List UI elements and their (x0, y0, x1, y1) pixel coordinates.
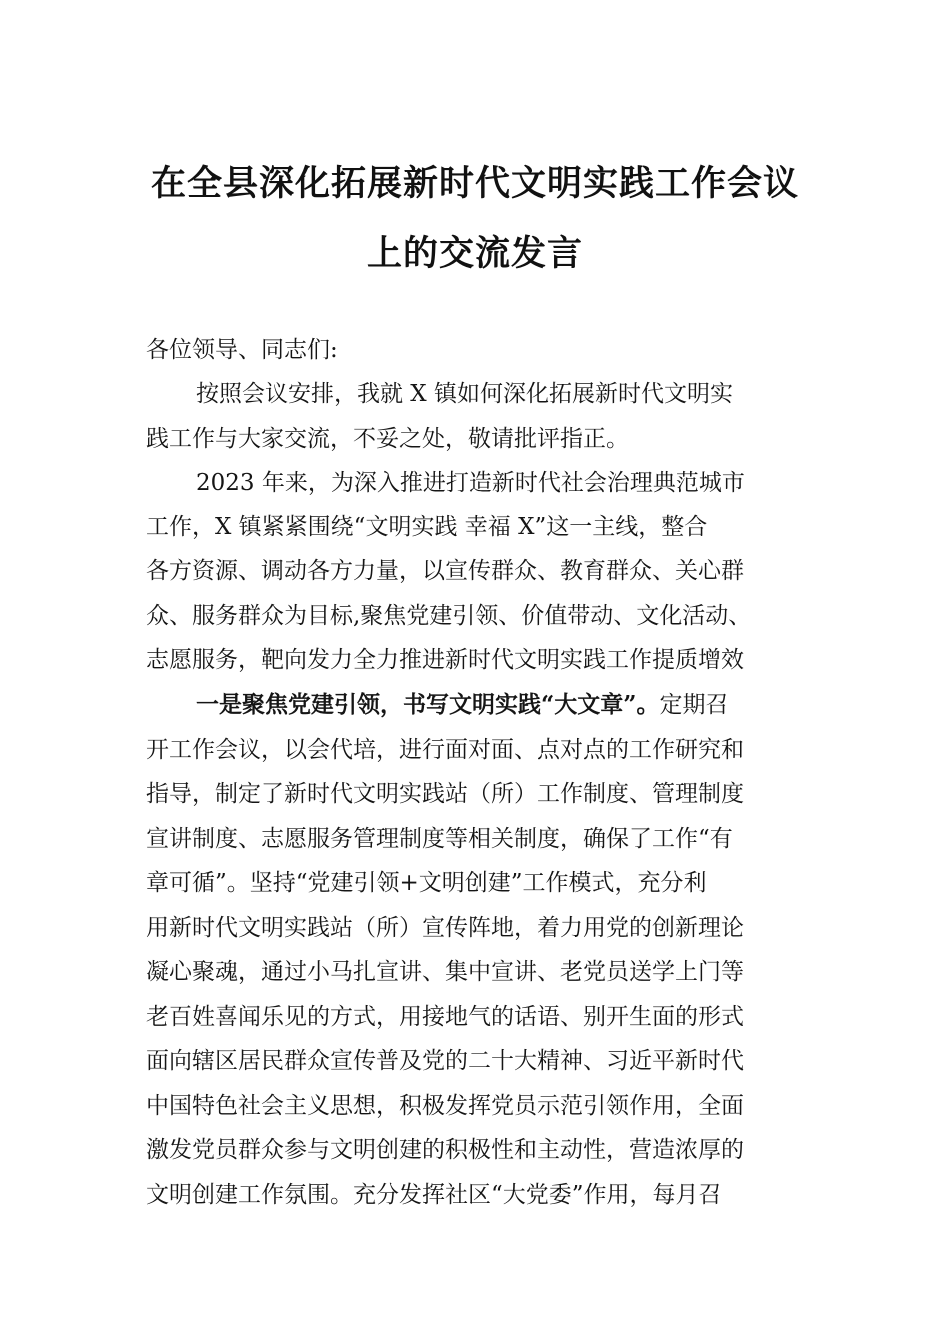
paragraph-line: 践工作与大家交流，不妥之处，敬请批评指正。 (146, 426, 629, 452)
paragraph-line: 中国特色社会主义思想，积极发挥党员示范引领作用，全面 (146, 1093, 744, 1119)
paragraph-line: 老百姓喜闻乐见的方式，用接地气的话语、别开生面的形式 (146, 1004, 744, 1030)
paragraph-line: 工作，X 镇紧紧围绕“文明实践 幸福 X”这一主线，整合 (146, 514, 708, 540)
paragraph-line: 众、服务群众为目标,聚焦党建引领、价值带动、文化活动、 (146, 603, 752, 629)
section-heading-tail: 定期召 (659, 692, 729, 718)
paragraph-line: 指导，制定了新时代文明实践站（所）工作制度、管理制度 (146, 781, 744, 807)
paragraph-line: 用新时代文明实践站（所）宣传阵地，着力用党的创新理论 (146, 915, 744, 941)
paragraph-line: 宣讲制度、志愿服务管理制度等相关制度，确保了工作“有 (146, 826, 733, 852)
paragraph-line: 文明创建工作氛围。充分发挥社区“大党委”作用，每月召 (146, 1182, 722, 1208)
salutation: 各位领导、同志们: (146, 337, 338, 363)
paragraph-line: 开工作会议，以会代培，进行面对面、点对点的工作研究和 (146, 737, 744, 763)
document-title-line-2: 上的交流发言 (366, 233, 583, 274)
paragraph-line-with-heading (196, 690, 816, 720)
document-title-line-1: 在全县深化拓展新时代文明实践工作会议 (150, 163, 799, 204)
paragraph-line: 志愿服务，靶向发力全力推进新时代文明实践工作提质增效 (146, 647, 744, 673)
paragraph-line: 各方资源、调动各方力量，以宣传群众、教育群众、关心群 (146, 558, 744, 584)
section-heading: 一是聚焦党建引领，书写文明实践“大文章”。 (196, 691, 660, 718)
paragraph-line: 凝心聚魂，通过小马扎宣讲、集中宣讲、老党员送学上门等 (146, 959, 744, 985)
paragraph-line: 章可循”。坚持“党建引领+文明创建”工作模式，充分利 (146, 870, 707, 896)
paragraph-line: 激发党员群众参与文明创建的积极性和主动性，营造浓厚的 (146, 1137, 744, 1163)
paragraph-line: 2023 年来，为深入推进打造新时代社会治理典范城市 (196, 470, 745, 496)
paragraph-line: 按照会议安排，我就 X 镇如何深化拓展新时代文明实 (196, 381, 733, 407)
paragraph-line: 面向辖区居民群众宣传普及党的二十大精神、习近平新时代 (146, 1048, 744, 1074)
